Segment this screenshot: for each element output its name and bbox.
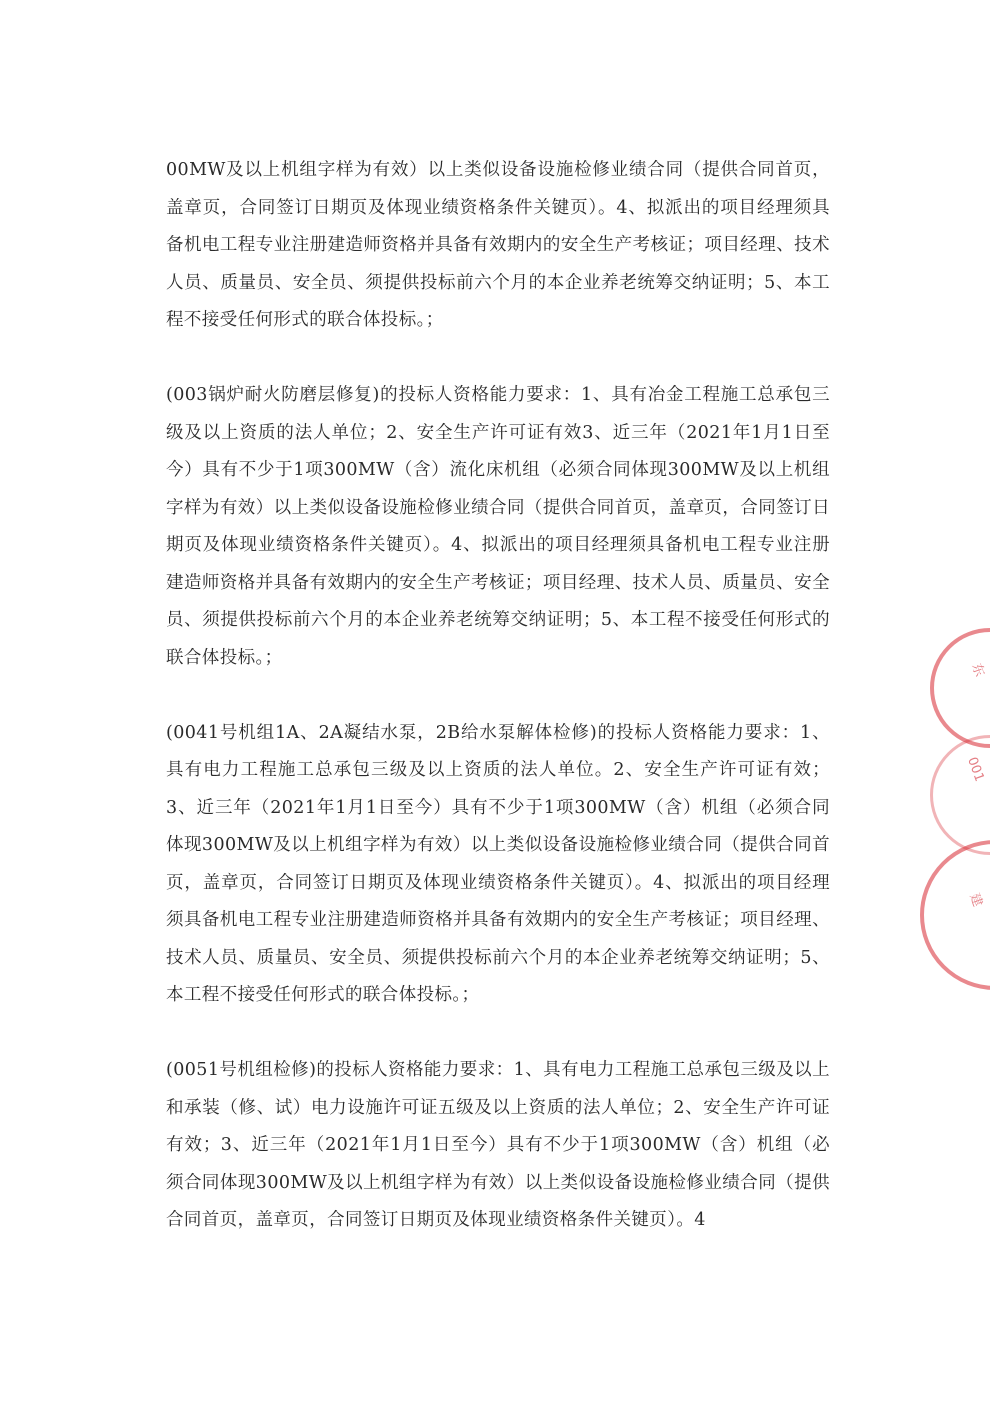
seal-text: 建: [966, 891, 985, 909]
seal-text: 001: [964, 755, 987, 784]
red-seal-fragment: [930, 735, 990, 855]
red-seal-fragment: [920, 840, 990, 990]
document-body: [166, 152, 830, 1240]
paragraph-lot-005: (0051号机组检修)的投标人资格能力要求：1、具有电力工程施工总承包三级及以上和承装（修、试）电力设施许可证五级及以上资质的法人单位；2、安全生产许可证有效；3、近三年（2021年1月1日至今）具有不少于1项300MW（含）机组（必须合同体现300MW及以上机组字样为有效）以上类似设备设施检修业绩合同（提供合同首页，盖章页，合同签订日期页及体现业绩资格条件关键页）。4: [166, 1060, 830, 1230]
red-seal-fragment: [930, 628, 990, 748]
paragraph-continuation: 00MW及以上机组字样为有效）以上类似设备设施检修业绩合同（提供合同首页，盖章页，合同签订日期页及体现业绩资格条件关键页）。4、拟派出的项目经理须具备机电工程专业注册建造师资格并具备有效期内的安全生产考核证；项目经理、技术人员、质量员、安全员、须提供投标前六个月的本企业养老统筹交纳证明；5、本工程不接受任何形式的联合体投标。；: [166, 160, 830, 330]
seal-text: 东: [968, 661, 987, 679]
paragraph-lot-004: (0041号机组1A、2A凝结水泵，2B给水泵解体检修)的投标人资格能力要求：1、具有电力工程施工总承包三级及以上资质的法人单位。2、安全生产许可证有效；3、近三年（2021年1月1日至今）具有不少于1项300MW（含）机组（必须合同体现300MW及以上机组字样为有效）以上类似设备设施检修业绩合同（提供合同首页，盖章页，合同签订日期页及体现业绩资格条件关键页）。4、拟派出的项目经理须具备机电工程专业注册建造师资格并具备有效期内的安全生产考核证；项目经理、技术人员、质量员、安全员、须提供投标前六个月的本企业养老统筹交纳证明；5、本工程不接受任何形式的联合体投标。；: [166, 722, 830, 1005]
paragraph-lot-003: (003锅炉耐火防磨层修复)的投标人资格能力要求：1、具有冶金工程施工总承包三级及以上资质的法人单位；2、安全生产许可证有效3、近三年（2021年1月1日至今）具有不少于1项300MW（含）流化床机组（必须合同体现300MW及以上机组字样为有效）以上类似设备设施检修业绩合同（提供合同首页，盖章页，合同签订日期页及体现业绩资格条件关键页）。4、拟派出的项目经理须具备机电工程专业注册建造师资格并具备有效期内的安全生产考核证；项目经理、技术人员、质量员、安全员、须提供投标前六个月的本企业养老统筹交纳证明；5、本工程不接受任何形式的联合体投标。；: [166, 385, 830, 668]
